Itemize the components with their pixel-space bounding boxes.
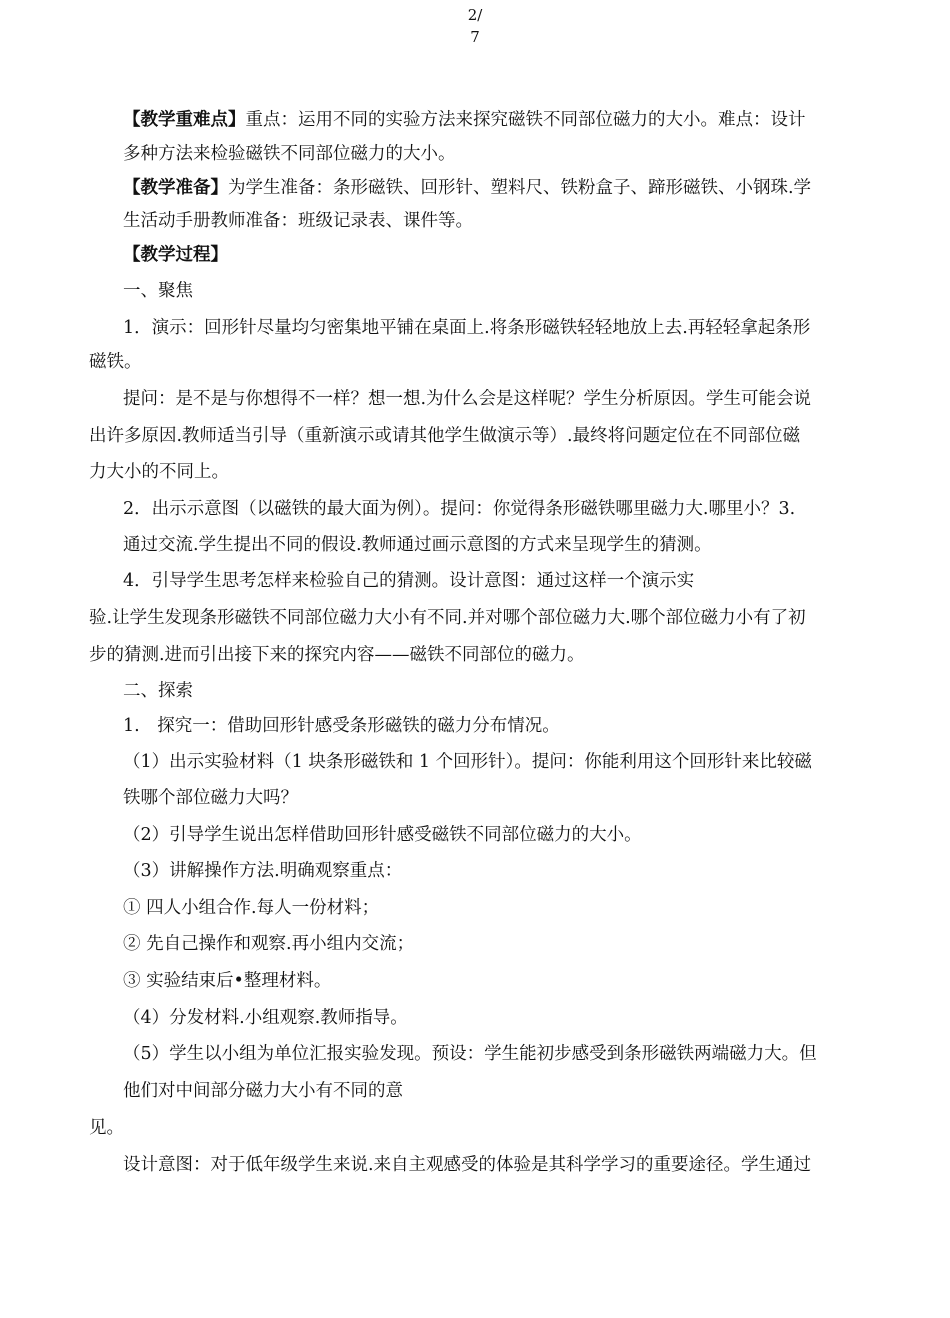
section-heading-prep: 【教学准备】: [123, 178, 228, 198]
section-heading-process: 【教学过程】: [123, 245, 228, 265]
text-line: （1）出示实验材料（1 块条形磁铁和 1 个回形针）。提问：你能利用这个回形针来比较磁: [123, 752, 812, 772]
page-number-bottom: 7: [470, 28, 480, 46]
page-number-top: 2/: [467, 6, 483, 24]
list-item: ② 先自己操作和观察.再小组内交流；: [123, 934, 415, 954]
text-line: 多种方法来检验磁铁不同部位磁力的大小。: [123, 144, 456, 164]
section-heading-focus: 【教学重难点】: [123, 110, 246, 130]
subsection-heading-explore: 二、探索: [123, 681, 193, 701]
text-line: 为学生准备：条形磁铁、回形针、塑料尺、铁粉盒子、蹄形磁铁、小钢珠.学: [228, 178, 812, 198]
text-line: 验.让学生发现条形磁铁不同部位磁力大小有不同.并对哪个部位磁力大.哪个部位磁力小有了初: [89, 608, 806, 628]
text-line: 他们对中间部分磁力大小有不同的意: [123, 1081, 403, 1101]
text-line: 2．出示示意图（以磁铁的最大面为例）。提问：你觉得条形磁铁哪里磁力大.哪里小？3.: [123, 499, 796, 519]
text-line: 磁铁。: [89, 352, 142, 372]
text-line: 步的猜测.进而引出接下来的探究内容——磁铁不同部位的磁力。: [89, 645, 585, 665]
text-line: （2）引导学生说出怎样借助回形针感受磁铁不同部位磁力的大小。: [123, 825, 642, 845]
list-item: ③ 实验结束后•整理材料。: [123, 971, 332, 991]
text-line: 设计意图：对于低年级学生来说.来自主观感受的体验是其科学学习的重要途径。学生通过: [123, 1155, 812, 1175]
text-line: 提问：是不是与你想得不一样？想一想.为什么会是这样呢？学生分析原因。学生可能会说: [123, 389, 812, 409]
text-line: 生活动手册教师准备：班级记录表、课件等。: [123, 211, 473, 231]
prep-paragraph: [123, 176, 811, 200]
text-line: （3）讲解操作方法.明确观察重点：: [123, 861, 403, 881]
subsection-heading-focus: 一、聚焦: [123, 281, 193, 301]
text-line: 力大小的不同上。: [89, 462, 229, 482]
text-line: （4）分发材料.小组观察.教师指导。: [123, 1008, 408, 1028]
text-line: 重点：运用不同的实验方法来探究磁铁不同部位磁力的大小。难点：设计: [245, 110, 806, 130]
text-line: 见。: [89, 1118, 124, 1138]
text-line: （5）学生以小组为单位汇报实验发现。预设：学生能初步感受到条形磁铁两端磁力大。但: [123, 1044, 817, 1064]
text-line: 出许多原因.教师适当引导（重新演示或请其他学生做演示等）.最终将问题定位在不同部位磁: [89, 426, 801, 446]
text-line: 通过交流.学生提出不同的假设.教师通过画示意图的方式来呈现学生的猜测。: [123, 535, 712, 555]
focus-paragraph: [123, 108, 806, 132]
list-item: ① 四人小组合作.每人一份材料；: [123, 898, 380, 918]
text-line: 1．演示：回形针尽量均匀密集地平铺在桌面上.将条形磁铁轻轻地放上去.再轻轻拿起条形: [123, 318, 811, 338]
text-line: 1. 探究一：借助回形针感受条形磁铁的磁力分布情况。: [123, 716, 560, 736]
text-line: 4．引导学生思考怎样来检验自己的猜测。设计意图：通过这样一个演示实: [123, 571, 695, 591]
text-line: 铁哪个部位磁力大吗？: [123, 788, 298, 808]
